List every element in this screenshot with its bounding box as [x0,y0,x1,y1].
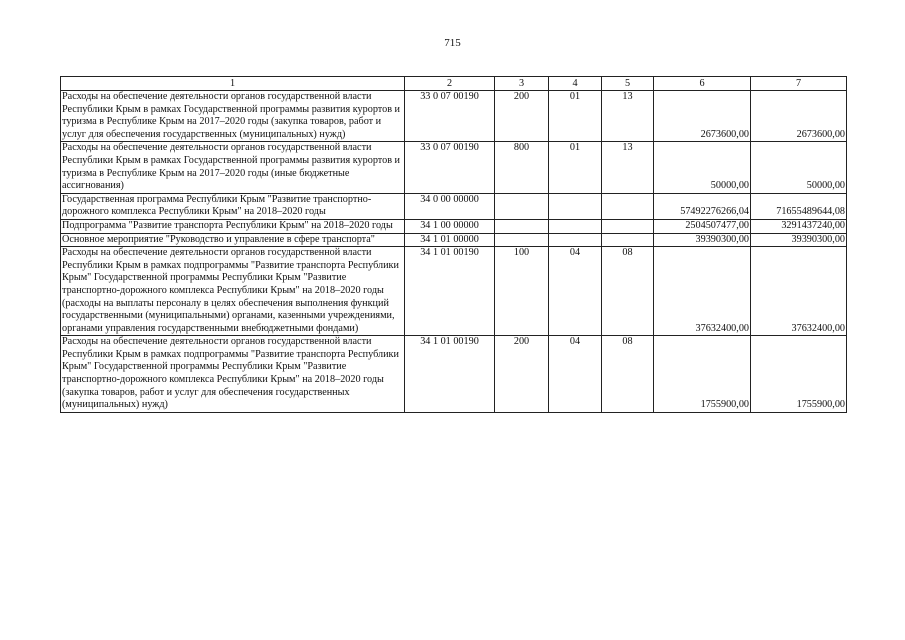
row-name: Расходы на обеспечение деятельности органов государственной власти Республики Крым в рамках Государственной программы развития курортов и туризма в Республике Крым на 2017–2020 годы (иные бюджетные ассигнования) [61,142,405,193]
row-expense-type: 100 [495,247,549,336]
table-row [61,247,847,336]
row-amount-col6: 50000,00 [654,142,751,193]
table-row [61,142,847,193]
row-expense-type: 800 [495,142,549,193]
header-cell: 4 [549,77,602,91]
table-row [61,193,847,219]
row-subsection: 08 [602,247,654,336]
table-header-row [61,77,847,91]
row-name: Государственная программа Республики Крым "Развитие транспортно-дорожного комплекса Республики Крым" на 2018–2020 годы [61,193,405,219]
row-name: Расходы на обеспечение деятельности органов государственной власти Республики Крым в рамках Государственной программы развития курортов и туризма в Республике Крым на 2017–2020 годы (закупка товаров, работ и услуг для обеспечения государственных (муниципальных) нужд) [61,91,405,142]
row-target-code: 34 1 01 00000 [405,233,495,247]
row-amount-col6: 2504507477,00 [654,219,751,233]
row-amount-col7: 39390300,00 [751,233,847,247]
header-cell: 6 [654,77,751,91]
row-target-code: 34 1 01 00190 [405,247,495,336]
row-amount-col7: 1755900,00 [751,336,847,413]
header-cell: 5 [602,77,654,91]
row-target-code: 34 0 00 00000 [405,193,495,219]
row-section: 04 [549,336,602,413]
row-amount-col6: 1755900,00 [654,336,751,413]
row-section [549,219,602,233]
row-section: 01 [549,142,602,193]
row-expense-type: 200 [495,336,549,413]
row-amount-col7: 71655489644,08 [751,193,847,219]
row-section [549,233,602,247]
row-section: 04 [549,247,602,336]
page-number: 715 [444,37,461,49]
row-amount-col7: 3291437240,00 [751,219,847,233]
row-subsection: 13 [602,91,654,142]
header-cell: 3 [495,77,549,91]
row-subsection: 13 [602,142,654,193]
row-subsection [602,233,654,247]
table-row [61,336,847,413]
header-cell: 1 [61,77,405,91]
budget-table [60,76,847,413]
row-target-code: 34 1 00 00000 [405,219,495,233]
row-section [549,193,602,219]
row-expense-type: 200 [495,91,549,142]
table-row [61,219,847,233]
row-subsection [602,193,654,219]
row-name: Расходы на обеспечение деятельности органов государственной власти Республики Крым в рамках подпрограммы "Развитие транспорта Республики Крым" Государственной программы Республики Крым "Развитие транспортно-дорожного комплекса Республики Крым" на 2018–2020 годы (закупка товаров, работ и услуг для обеспечения государственных (муниципальных) нужд) [61,336,405,413]
row-section: 01 [549,91,602,142]
row-amount-col7: 50000,00 [751,142,847,193]
row-amount-col6: 37632400,00 [654,247,751,336]
header-cell: 2 [405,77,495,91]
row-expense-type [495,193,549,219]
row-target-code: 33 0 07 00190 [405,142,495,193]
header-cell: 7 [751,77,847,91]
row-amount-col7: 2673600,00 [751,91,847,142]
row-name: Подпрограмма "Развитие транспорта Республики Крым" на 2018–2020 годы [61,219,405,233]
row-amount-col6: 57492276266,04 [654,193,751,219]
table-row [61,91,847,142]
row-target-code: 34 1 01 00190 [405,336,495,413]
row-expense-type [495,219,549,233]
row-amount-col6: 2673600,00 [654,91,751,142]
row-target-code: 33 0 07 00190 [405,91,495,142]
row-subsection: 08 [602,336,654,413]
row-expense-type [495,233,549,247]
row-amount-col7: 37632400,00 [751,247,847,336]
row-name: Расходы на обеспечение деятельности органов государственной власти Республики Крым в рамках подпрограммы "Развитие транспорта Республики Крым" Государственной программы Республики Крым "Развитие транспортно-дорожного комплекса Республики Крым" на 2018–2020 годы (расходы на выплаты персоналу в целях обеспечения выполнения функций государственными (муниципальными) органами, казенными учреждениями, органами управления государственными внебюджетными фондами) [61,247,405,336]
row-name: Основное мероприятие "Руководство и управление в сфере транспорта" [61,233,405,247]
row-subsection [602,219,654,233]
table-row [61,233,847,247]
row-amount-col6: 39390300,00 [654,233,751,247]
